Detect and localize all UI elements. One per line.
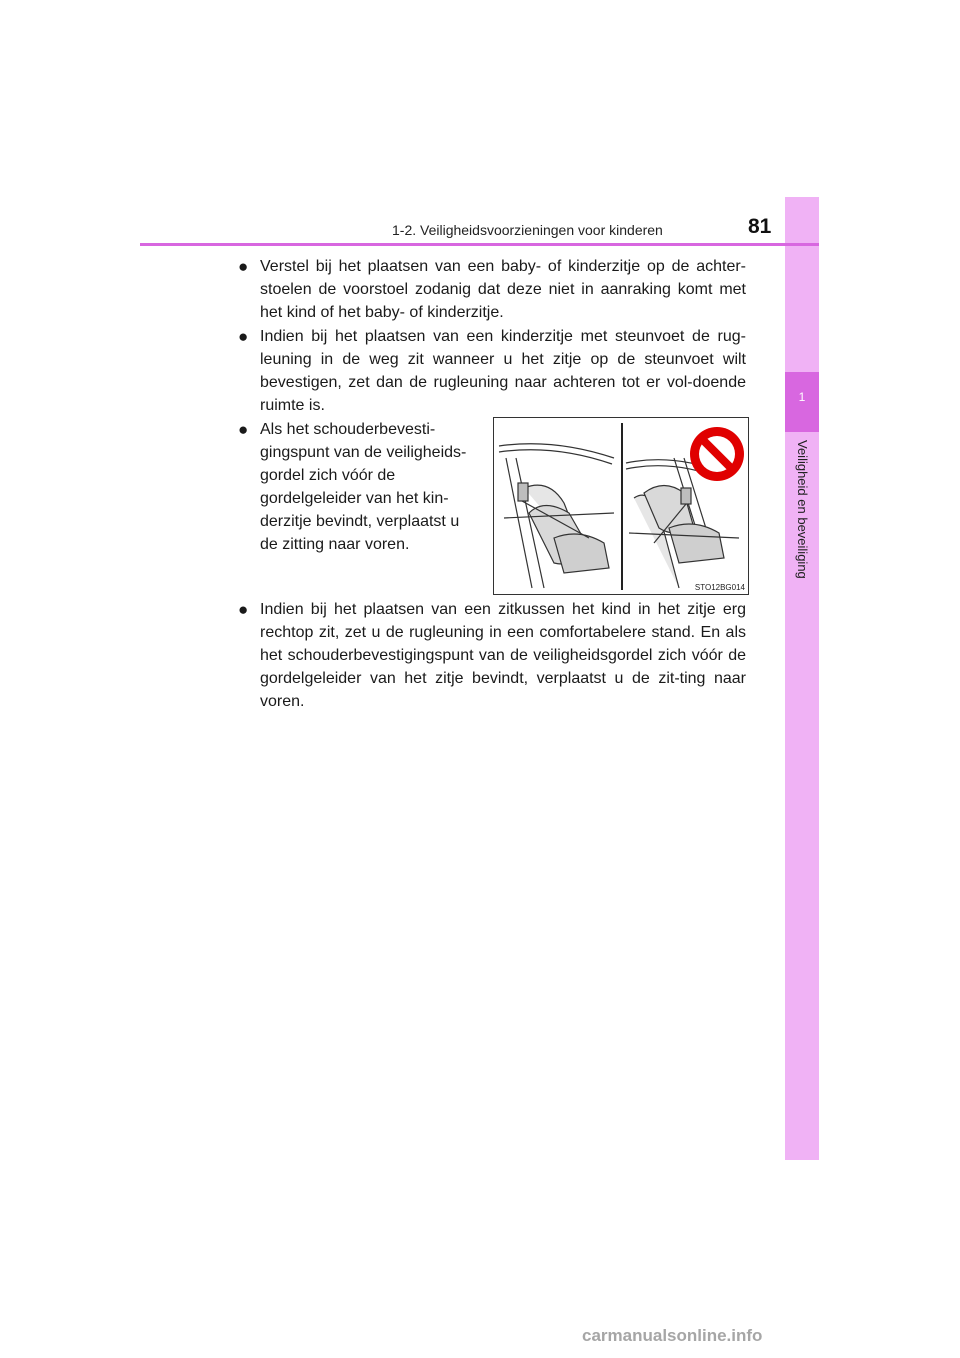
chapter-label: Veiligheid en beveiliging [795,440,810,579]
bullet-item-1 [238,255,746,324]
bullet-item-3 [238,418,478,556]
prohibited-icon [690,427,744,481]
watermark-text: carmanualsonline.info [582,1326,763,1345]
bullet-icon: ● [238,600,249,619]
chapter-number: 1 [798,390,806,404]
header-rule [140,243,819,246]
bullet-text: Als het schouderbevesti-gingspunt van de veiligheids-gordel zich vóór de gordelgeleider van het kin-derzitje bevindt, verplaatst u de zitting naar voren. [260,421,467,553]
bullet-icon: ● [238,420,249,439]
page-number: 81 [748,215,772,238]
illustration-code: STO12BG014 [694,583,745,592]
bullet-icon: ● [238,257,249,276]
bullet-text: Indien bij het plaatsen van een zitkussen het kind in het zitje erg rechtop zit, zet u de rugleuning in een comfortabelere stand. En als het schouderbevestigingspunt van de veiligheidsgordel zich vóór de gordelgeleider van het zitje bevindt, verplaatst u de zit-ting naar voren. [260,601,746,710]
seat-illustration [493,417,749,595]
section-title: 1-2. Veiligheidsvoorzieningen voor kinderen [392,222,663,238]
bullet-icon: ● [238,327,249,346]
child-seat-drawing [494,418,748,594]
bullet-item-2 [238,325,746,417]
bullet-item-4 [238,598,746,713]
bullet-text: Verstel bij het plaatsen van een baby- of kinderzitje op de achter-stoelen de voorstoel zodanig dat deze niet in aanraking komt met het kind of het baby- of kinderzitje. [260,258,746,321]
bullet-text: Indien bij het plaatsen van een kinderzitje met steunvoet de rug-leuning in de weg zit wanneer u het zitje op de steunvoet wilt bevestigen, zet dan de rugleuning naar achteren tot er vol-doende ruimte is. [260,328,746,414]
chapter-side-tab [785,197,819,1160]
